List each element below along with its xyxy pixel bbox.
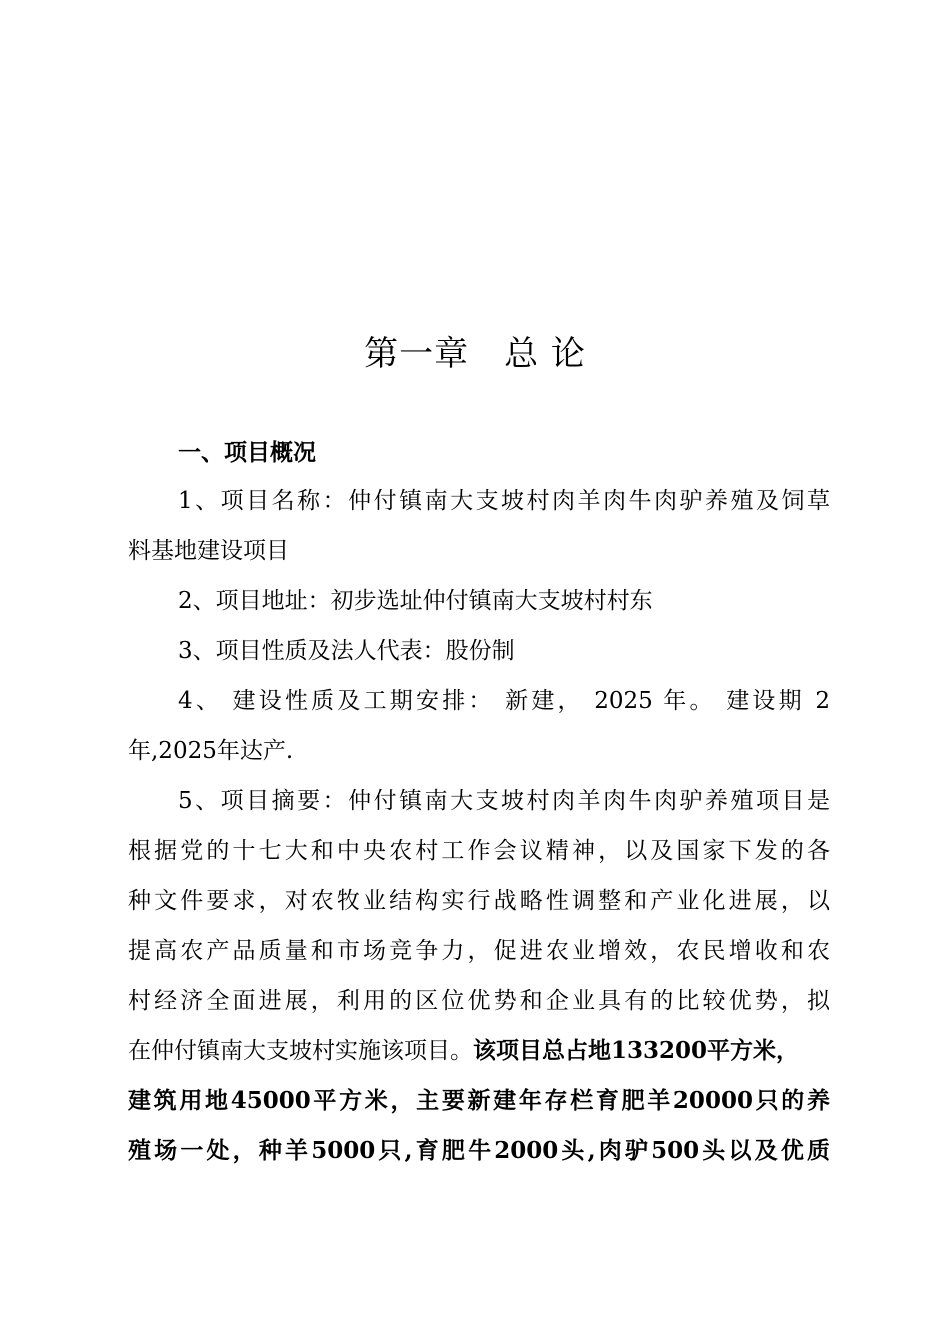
summary-line-5: 村经济全面进展，利用的区位优势和企业具有的比较优势，拟 [128,988,830,1014]
summary-line-6-normal: 在仲付镇南大支坡村实施该项目。 [128,1038,473,1064]
item-project-name-line1: 1、项目名称：仲付镇南大支坡村肉羊肉牛肉驴养殖及饲草 [178,488,830,514]
item-project-address: 2、项目地址：初步选址仲付镇南大支坡村村东 [178,588,653,614]
summary-line-1: 5、项目摘要：仲付镇南大支坡村肉羊肉牛肉驴养殖项目是 [178,788,830,814]
summary-line-3: 种文件要求，对农牧业结构实行战略性调整和产业化进展，以 [128,888,830,914]
item-construction-schedule-line2: 年,2025年达产. [128,738,294,764]
item-project-name-line2: 料基地建设项目 [128,538,289,564]
item-project-nature: 3、项目性质及法人代表：股份制 [178,638,515,664]
item-construction-schedule-line1: 4、 建设性质及工期安排： 新建， 2025 年。 建设期 2 [178,688,830,714]
summary-line-2: 根据党的十七大和中央农村工作会议精神，以及国家下发的各 [128,838,830,864]
section-heading: 一、项目概况 [178,440,316,466]
summary-line-6-bold: 该项目总占地133200平方米， [473,1037,800,1064]
summary-bold-line-2: 殖场一处，种羊5000只,育肥牛2000头,肉驴500头以及优质 [128,1137,830,1164]
chapter-title: 第一章 总 论 [364,334,586,374]
summary-line-6 [128,1034,830,1068]
summary-bold-line-1: 建筑用地45000平方米，主要新建年存栏育肥羊20000只的养 [128,1087,830,1114]
summary-line-4: 提高农产品质量和市场竞争力，促进农业增效，农民增收和农 [128,938,830,964]
